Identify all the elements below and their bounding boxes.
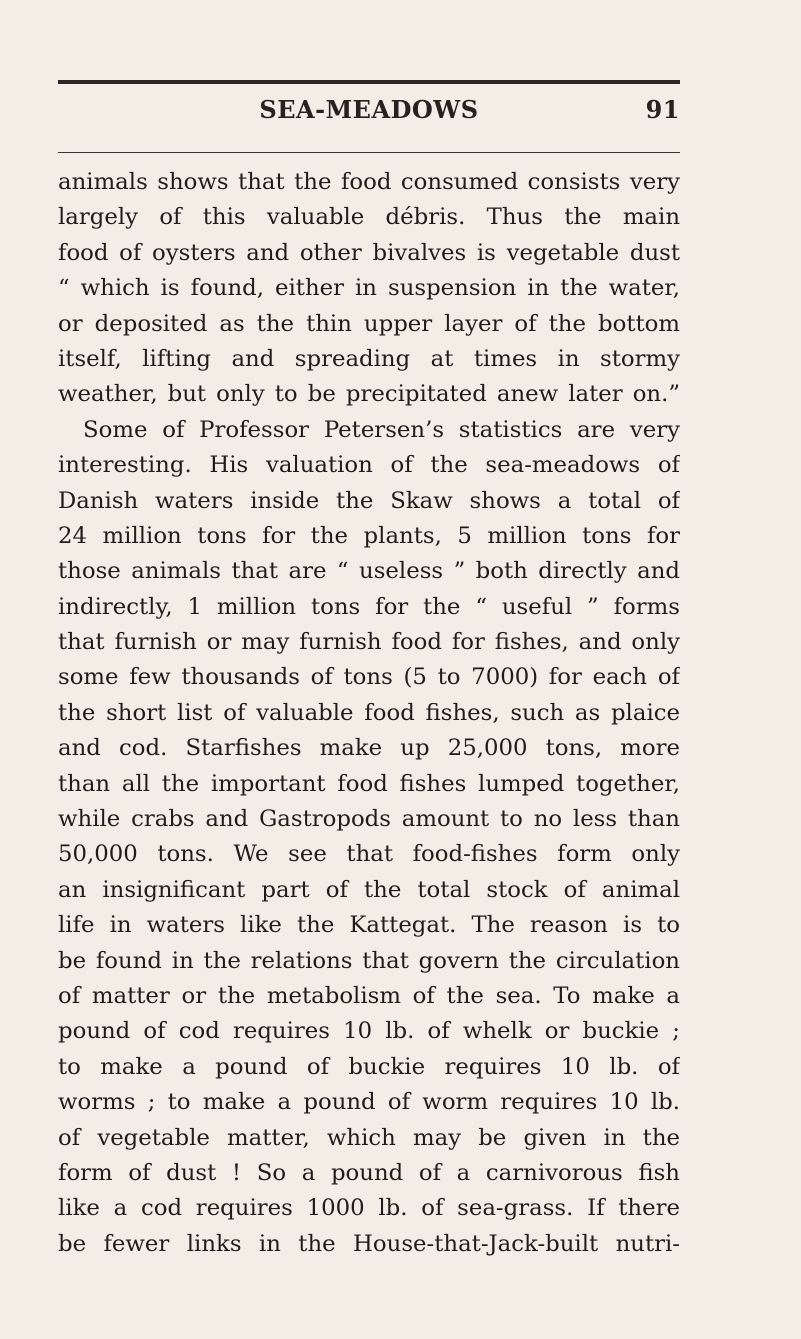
text-line: or deposited as the thin upper layer of the bottom — [58, 310, 680, 337]
text-line: indirectly, 1 million tons for the “ useful ” forms — [58, 593, 680, 620]
text-line: be fewer links in the House-that-Jack-built nutri- — [58, 1230, 680, 1257]
text-line: of matter or the metabolism of the sea. To make a — [58, 982, 680, 1009]
running-header — [58, 95, 680, 139]
text-line: life in waters like the Kattegat. The reason is to — [58, 912, 680, 939]
text-line: itself, lifting and spreading at times in stormy — [58, 345, 680, 372]
header-bottom-rule — [58, 152, 680, 153]
text-line: interesting. His valuation of the sea-meadows of — [58, 452, 680, 479]
text-line: weather, but only to be precipitated anew later on.” — [58, 381, 680, 408]
text-line: that furnish or may furnish food for fishes, and only — [58, 629, 680, 656]
text-line: to make a pound of buckie requires 10 lb. of — [58, 1053, 680, 1080]
text-line: “ which is found, either in suspension in the water, — [58, 275, 680, 302]
text-line: than all the important food fishes lumped together, — [58, 770, 680, 797]
text-line: like a cod requires 1000 lb. of sea-grass. If there — [58, 1195, 680, 1222]
text-line: pound of cod requires 10 lb. of whelk or buckie ; — [58, 1018, 680, 1045]
text-line: those animals that are “ useless ” both directly and — [58, 558, 680, 585]
text-line: form of dust ! So a pound of a carnivorous fish — [58, 1159, 680, 1186]
text-line: and cod. Starfishes make up 25,000 tons, more — [58, 735, 680, 762]
text-line: largely of this valuable débris. Thus the main — [58, 204, 680, 231]
text-line: some few thousands of tons (5 to 7000) for each of — [58, 664, 680, 691]
text-line: the short list of valuable food fishes, such as plaice — [58, 699, 680, 726]
text-line: 24 million tons for the plants, 5 million tons for — [58, 522, 680, 549]
text-line: 50,000 tons. We see that food-fishes form only — [58, 841, 680, 868]
text-line: Danish waters inside the Skaw shows a total of — [58, 487, 680, 514]
text-line: worms ; to make a pound of worm requires 10 lb. — [58, 1089, 680, 1116]
text-line: an insignificant part of the total stock of animal — [58, 876, 680, 903]
header-top-rule — [58, 80, 680, 84]
text-line: food of oysters and other bivalves is vegetable dust — [58, 239, 680, 266]
text-line: while crabs and Gastropods amount to no less than — [58, 806, 680, 833]
text-line: be found in the relations that govern the circulation — [58, 947, 680, 974]
text-line: Some of Professor Petersen’s statistics are very — [83, 416, 680, 443]
page-number: 91 — [645, 95, 680, 124]
text-line: animals shows that the food consumed consists very — [58, 169, 680, 195]
body-text — [58, 165, 680, 1262]
text-line: of vegetable matter, which may be given in the — [58, 1124, 680, 1151]
running-title: SEA-MEADOWS — [259, 95, 479, 124]
